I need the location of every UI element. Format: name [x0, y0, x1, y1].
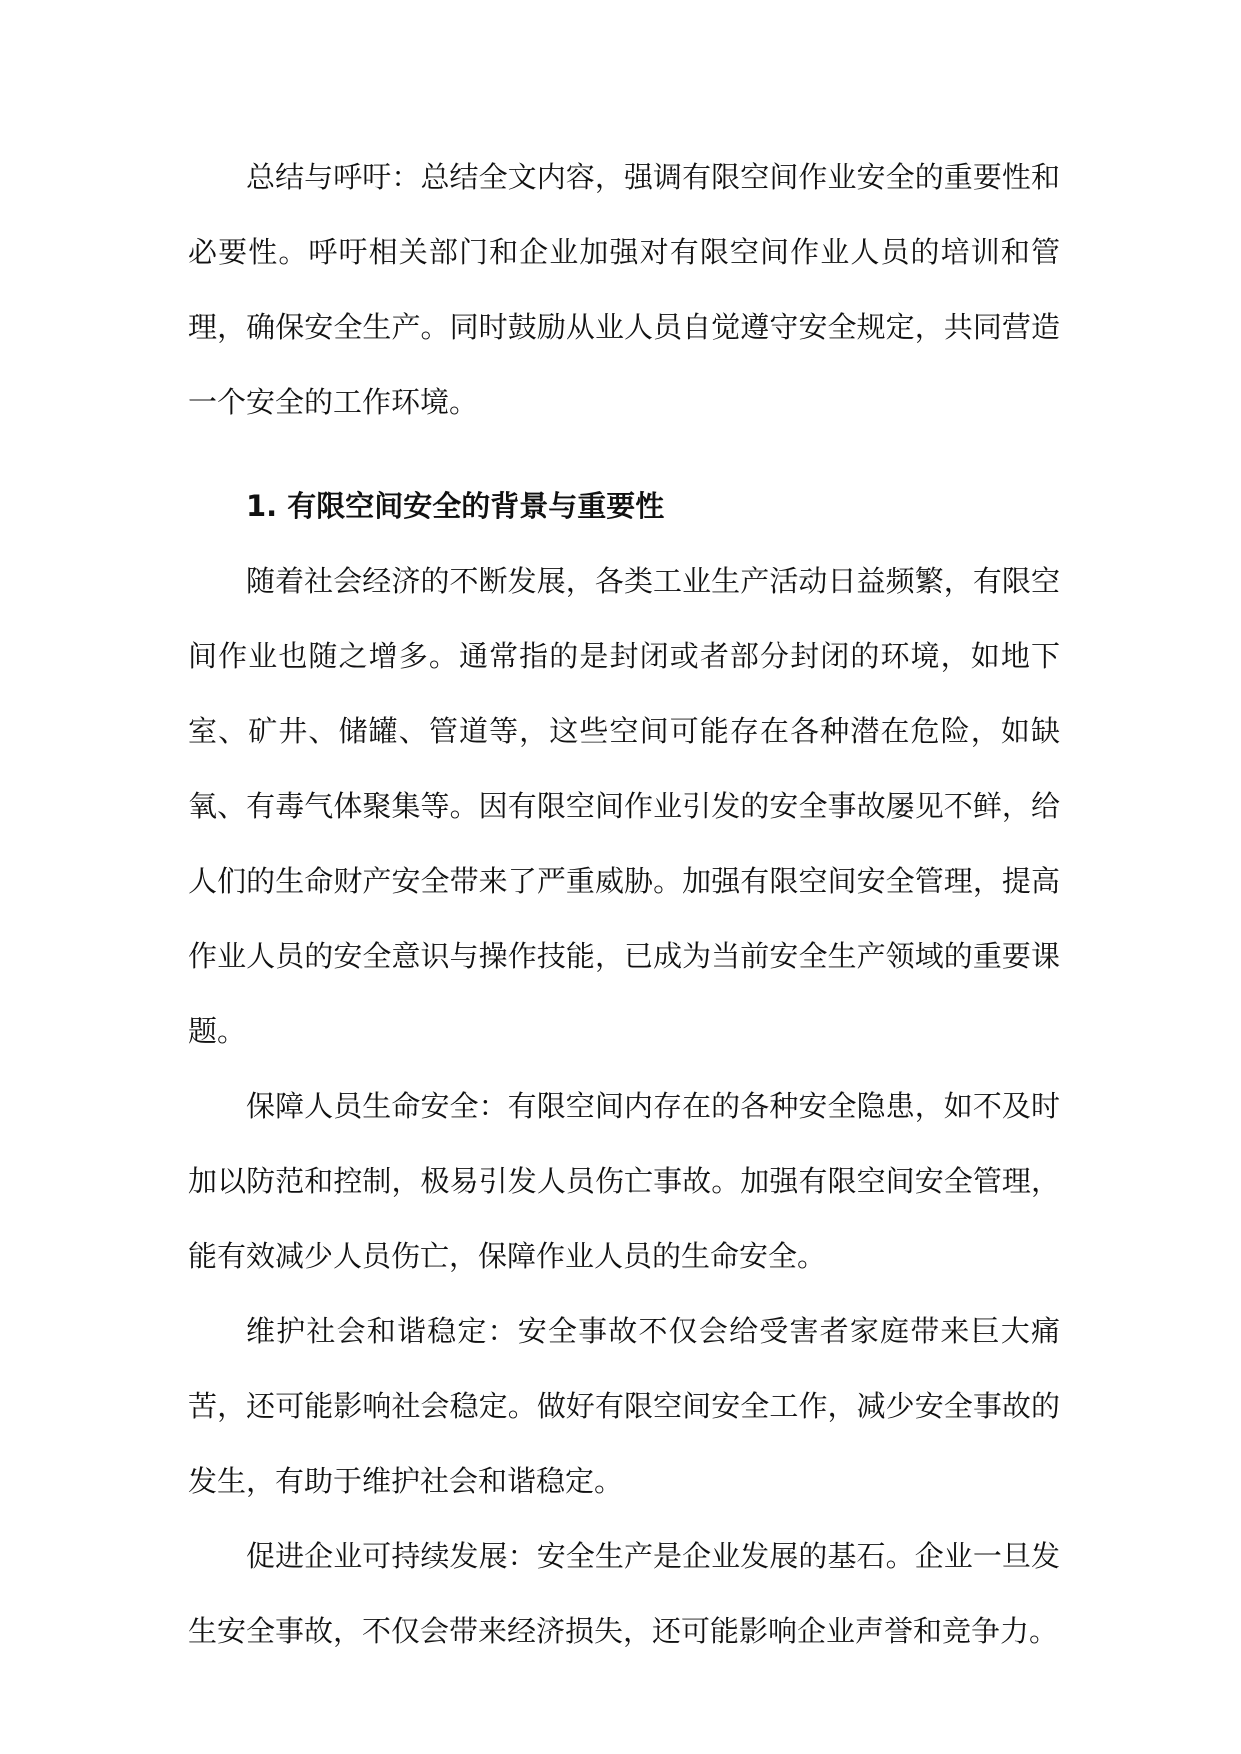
body-paragraph-background: 随着社会经济的不断发展，各类工业生产活动日益频繁，有限空间作业也随之增多。通常指的是封闭或者部分封闭的环境，如地下室、矿井、储罐、管道等，这些空间可能存在各种潜在危险，如缺氧、有毒气体聚集等。因有限空间作业引发的安全事故屡见不鲜，给人们的生命财产安全带来了严重威胁。加强有限空间安全管理，提高作业人员的安全意识与操作技能，已成为当前安全生产领域的重要课题。 [188, 564, 1060, 1048]
body-paragraph-life-safety: 保障人员生命安全：有限空间内存在的各种安全隐患，如不及时加以防范和控制，极易引发人员伤亡事故。加强有限空间安全管理，能有效减少人员伤亡，保障作业人员的生命安全。 [188, 1089, 1060, 1273]
body-paragraph-social-stability: 维护社会和谐稳定：安全事故不仅会给受害者家庭带来巨大痛苦，还可能影响社会稳定。做好有限空间安全工作，减少安全事故的发生，有助于维护社会和谐稳定。 [188, 1314, 1060, 1498]
body-paragraph-enterprise-development: 促进企业可持续发展：安全生产是企业发展的基石。企业一旦发生安全事故，不仅会带来经济损失，还可能影响企业声誉和竞争力。 [188, 1539, 1060, 1648]
section-heading [188, 469, 1060, 544]
section-title: 有限空间安全的背景与重要性 [287, 489, 665, 523]
section-number: 1. [246, 489, 278, 523]
document-body [188, 140, 1060, 1669]
intro-paragraph: 总结与呼吁：总结全文内容，强调有限空间作业安全的重要性和必要性。呼吁相关部门和企业加强对有限空间作业人员的培训和管理，确保安全生产。同时鼓励从业人员自觉遵守安全规定，共同营造一个安全的工作环境。 [188, 160, 1060, 419]
